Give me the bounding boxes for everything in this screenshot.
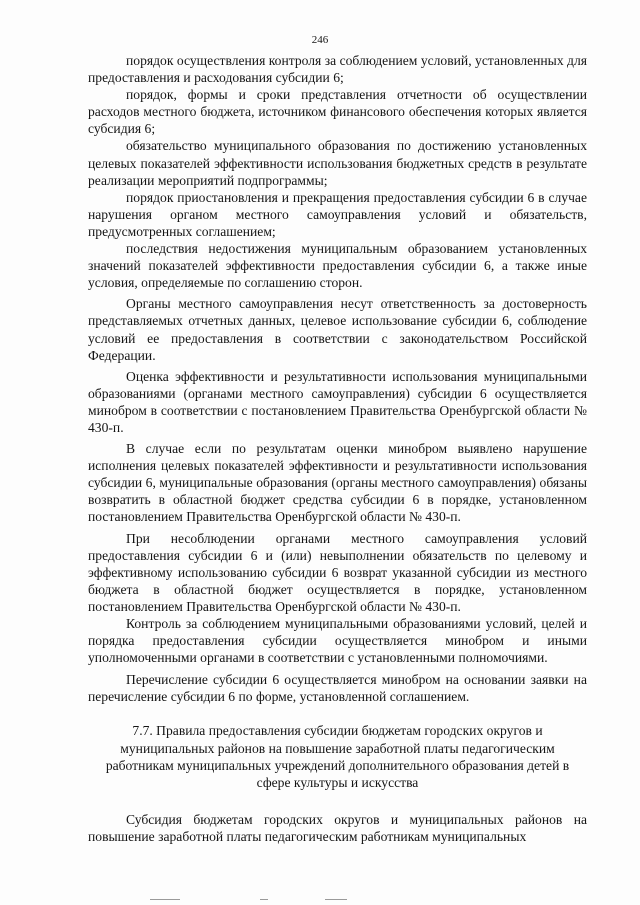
paragraph-transfer: Перечисление субсидии 6 осуществляется минобром на основании заявки на перечисление субсидии 6 по форме, установленной соглашением. [88, 672, 587, 705]
paragraph-efficiency-assessment: Оценка эффективности и результативности использования муниципальными образованиями (органами местного самоуправления) субсидии 6 осуществляется минобром в соответствии с постановлением Правительства Оренбургской области № 430-п. [88, 368, 587, 435]
document-body [88, 52, 587, 845]
paragraph-control-procedure: порядок осуществления контроля за соблюдением условий, установленных для предоставления и расходования субсидии 6; [88, 53, 587, 86]
paragraph-consequences: последствия недостижения муниципальным образованием установленных значений показателей эффективности предоставления субсидии 6, а также иные условия, определяемые по соглашению сторон. [88, 241, 587, 291]
scan-artifact-marks [150, 899, 450, 901]
paragraph-reporting-procedure: порядок, формы и сроки представления отчетности об осуществлении расходов местного бюджета, источником финансового обеспечения которых является субсидия 6; [88, 87, 587, 137]
paragraph-subsidy-intro: Субсидия бюджетам городских округов и муниципальных районов на повышение заработной платы педагогическим работникам муниципальных [88, 811, 587, 844]
paragraph-noncompliance-return: При несоблюдении органами местного самоуправления условий предоставления субсидии 6 и (или) невыполнении обязательств по целевому и эффективному использованию субсидии 6 возврат указанной субсидии из местного бюджета в областной бюджет осуществляется в порядке, установленном постановлением Правительства Оренбургской области № 430-п. [88, 530, 587, 614]
paragraph-compliance-control: Контроль за соблюдением муниципальными образованиями условий, целей и порядка предоставления субсидии осуществляется минобром и иными уполномоченными органами в соответствии с установленными полномочиями. [88, 616, 587, 666]
page-number: 246 [311, 34, 329, 46]
section-heading: 7.7. Правила предоставления субсидии бюджетам городских округов и муниципальных районов на повышение заработной платы педагогическим работникам муниципальных учреждений дополнительного образования детей в сфере культуры и искусства [105, 723, 570, 790]
paragraph-responsibility: Органы местного самоуправления несут ответственность за достоверность представляемых отчетных данных, целевое использование субсидии 6, соблюдение условий ее предоставления в соответствии с законодательством Российской Федерации. [88, 296, 587, 363]
paragraph-suspension-procedure: порядок приостановления и прекращения предоставления субсидии 6 в случае нарушения органом местного самоуправления условий и обязательств, предусмотренных соглашением; [88, 189, 587, 239]
paragraph-violation-return: В случае если по результатам оценки минобром выявлено нарушение исполнения целевых показателей эффективности и результативности использования субсидии 6, муниципальные образования (органы местного самоуправления) обязаны возвратить в областной бюджет средства субсидии 6 в порядке, установленном постановлением Правительства Оренбургской области № 430-п. [88, 441, 587, 525]
paragraph-target-indicators: обязательство муниципального образования по достижению установленных целевых показателей эффективности использования бюджетных средств в результате реализации мероприятий подпрограммы; [88, 138, 587, 188]
